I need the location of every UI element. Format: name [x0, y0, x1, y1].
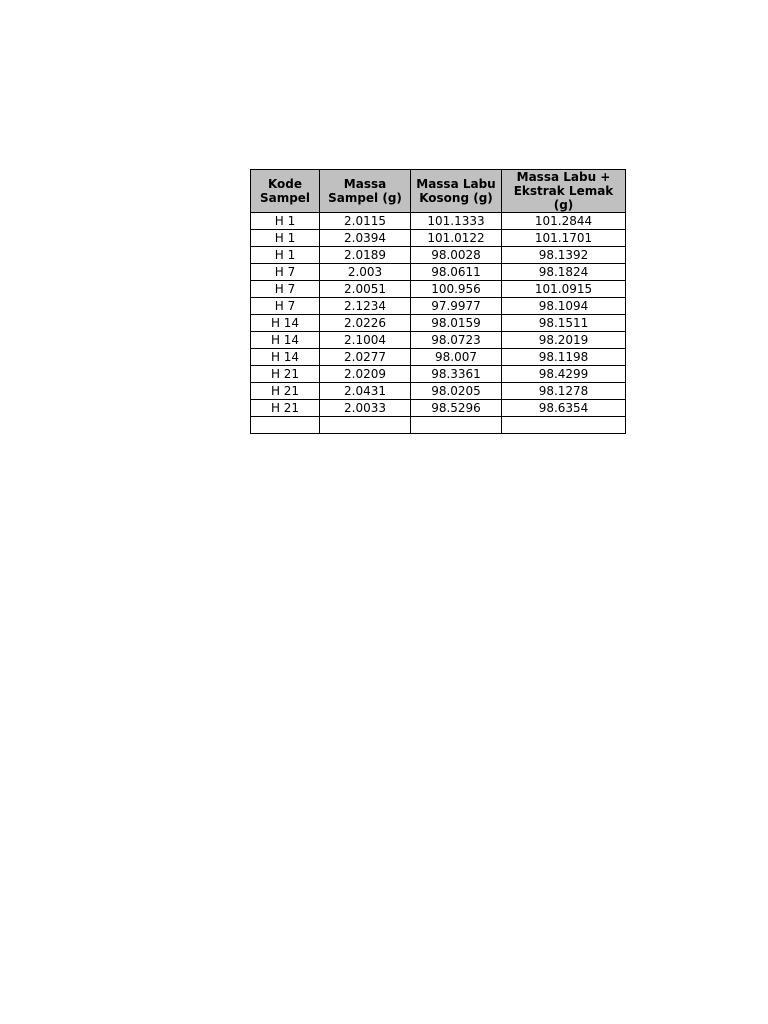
cell-kode-sampel: H 21: [251, 366, 320, 383]
cell-massa-labu-kosong: 98.3361: [411, 366, 502, 383]
table-row: [251, 417, 626, 434]
table-body: [251, 213, 626, 434]
cell-massa-sampel: 2.0209: [320, 366, 411, 383]
cell-kode-sampel: H 21: [251, 400, 320, 417]
cell-massa-sampel: 2.0277: [320, 349, 411, 366]
cell-massa-labu-kosong: 98.0205: [411, 383, 502, 400]
cell-massa-labu-ekstrak: 98.1511: [502, 315, 626, 332]
cell-massa-sampel: 2.1234: [320, 298, 411, 315]
cell-massa-sampel: 2.0115: [320, 213, 411, 230]
header-cell-massa-labu-kosong: [411, 170, 502, 213]
cell-massa-labu-kosong: 98.0028: [411, 247, 502, 264]
cell-massa-labu-kosong: 101.1333: [411, 213, 502, 230]
cell-massa-labu-ekstrak: 98.4299: [502, 366, 626, 383]
cell-massa-labu-kosong: 98.0159: [411, 315, 502, 332]
header-cell-massa-labu-ekstrak: [502, 170, 626, 213]
table-row: [251, 349, 626, 366]
cell-massa-labu-ekstrak: 101.1701: [502, 230, 626, 247]
cell-massa-labu-kosong: 98.007: [411, 349, 502, 366]
table-row: [251, 281, 626, 298]
header-row: [251, 170, 626, 213]
cell-massa-labu-ekstrak: 98.1094: [502, 298, 626, 315]
table-header: [251, 170, 626, 213]
table-row: [251, 247, 626, 264]
table-row: [251, 366, 626, 383]
cell-massa-labu-kosong: 98.0611: [411, 264, 502, 281]
header-label: Massa Sampel (g): [328, 177, 402, 205]
cell-kode-sampel: H 1: [251, 213, 320, 230]
header-label: Massa Labu + Ekstrak Lemak (g): [513, 170, 614, 212]
cell-kode-sampel: H 7: [251, 264, 320, 281]
cell-massa-sampel: 2.0033: [320, 400, 411, 417]
table-row: [251, 332, 626, 349]
header-label: Massa Labu Kosong (g): [416, 177, 496, 205]
cell-massa-labu-ekstrak: 98.1824: [502, 264, 626, 281]
table-row: [251, 213, 626, 230]
cell-kode-sampel: H 14: [251, 349, 320, 366]
cell-massa-labu-kosong: 97.9977: [411, 298, 502, 315]
cell-massa-sampel: 2.0226: [320, 315, 411, 332]
cell-kode-sampel: H 21: [251, 383, 320, 400]
cell-massa-labu-ekstrak: 98.1278: [502, 383, 626, 400]
cell-kode-sampel: H 7: [251, 298, 320, 315]
data-table: [250, 169, 626, 434]
cell-massa-labu-ekstrak: 101.2844: [502, 213, 626, 230]
header-cell-massa-sampel: [320, 170, 411, 213]
header-label: Kode Sampel: [259, 177, 311, 205]
cell-massa-labu-ekstrak: 98.2019: [502, 332, 626, 349]
cell-kode-sampel: [251, 417, 320, 434]
cell-massa-labu-kosong: [411, 417, 502, 434]
cell-massa-labu-ekstrak: 98.1392: [502, 247, 626, 264]
cell-massa-sampel: [320, 417, 411, 434]
cell-massa-sampel: 2.0051: [320, 281, 411, 298]
table-row: [251, 264, 626, 281]
cell-kode-sampel: H 1: [251, 230, 320, 247]
cell-massa-labu-ekstrak: 98.6354: [502, 400, 626, 417]
cell-massa-sampel: 2.1004: [320, 332, 411, 349]
cell-kode-sampel: H 1: [251, 247, 320, 264]
cell-massa-labu-kosong: 98.5296: [411, 400, 502, 417]
cell-massa-sampel: 2.003: [320, 264, 411, 281]
table-row: [251, 230, 626, 247]
cell-massa-labu-ekstrak: 101.0915: [502, 281, 626, 298]
cell-massa-labu-kosong: 98.0723: [411, 332, 502, 349]
cell-massa-labu-kosong: 100.956: [411, 281, 502, 298]
cell-kode-sampel: H 7: [251, 281, 320, 298]
header-cell-kode-sampel: [251, 170, 320, 213]
table-row: [251, 315, 626, 332]
cell-massa-labu-ekstrak: [502, 417, 626, 434]
table-row: [251, 400, 626, 417]
cell-massa-sampel: 2.0189: [320, 247, 411, 264]
cell-massa-sampel: 2.0431: [320, 383, 411, 400]
cell-massa-labu-ekstrak: 98.1198: [502, 349, 626, 366]
table-row: [251, 298, 626, 315]
cell-kode-sampel: H 14: [251, 315, 320, 332]
cell-massa-labu-kosong: 101.0122: [411, 230, 502, 247]
cell-massa-sampel: 2.0394: [320, 230, 411, 247]
table-row: [251, 383, 626, 400]
cell-kode-sampel: H 14: [251, 332, 320, 349]
